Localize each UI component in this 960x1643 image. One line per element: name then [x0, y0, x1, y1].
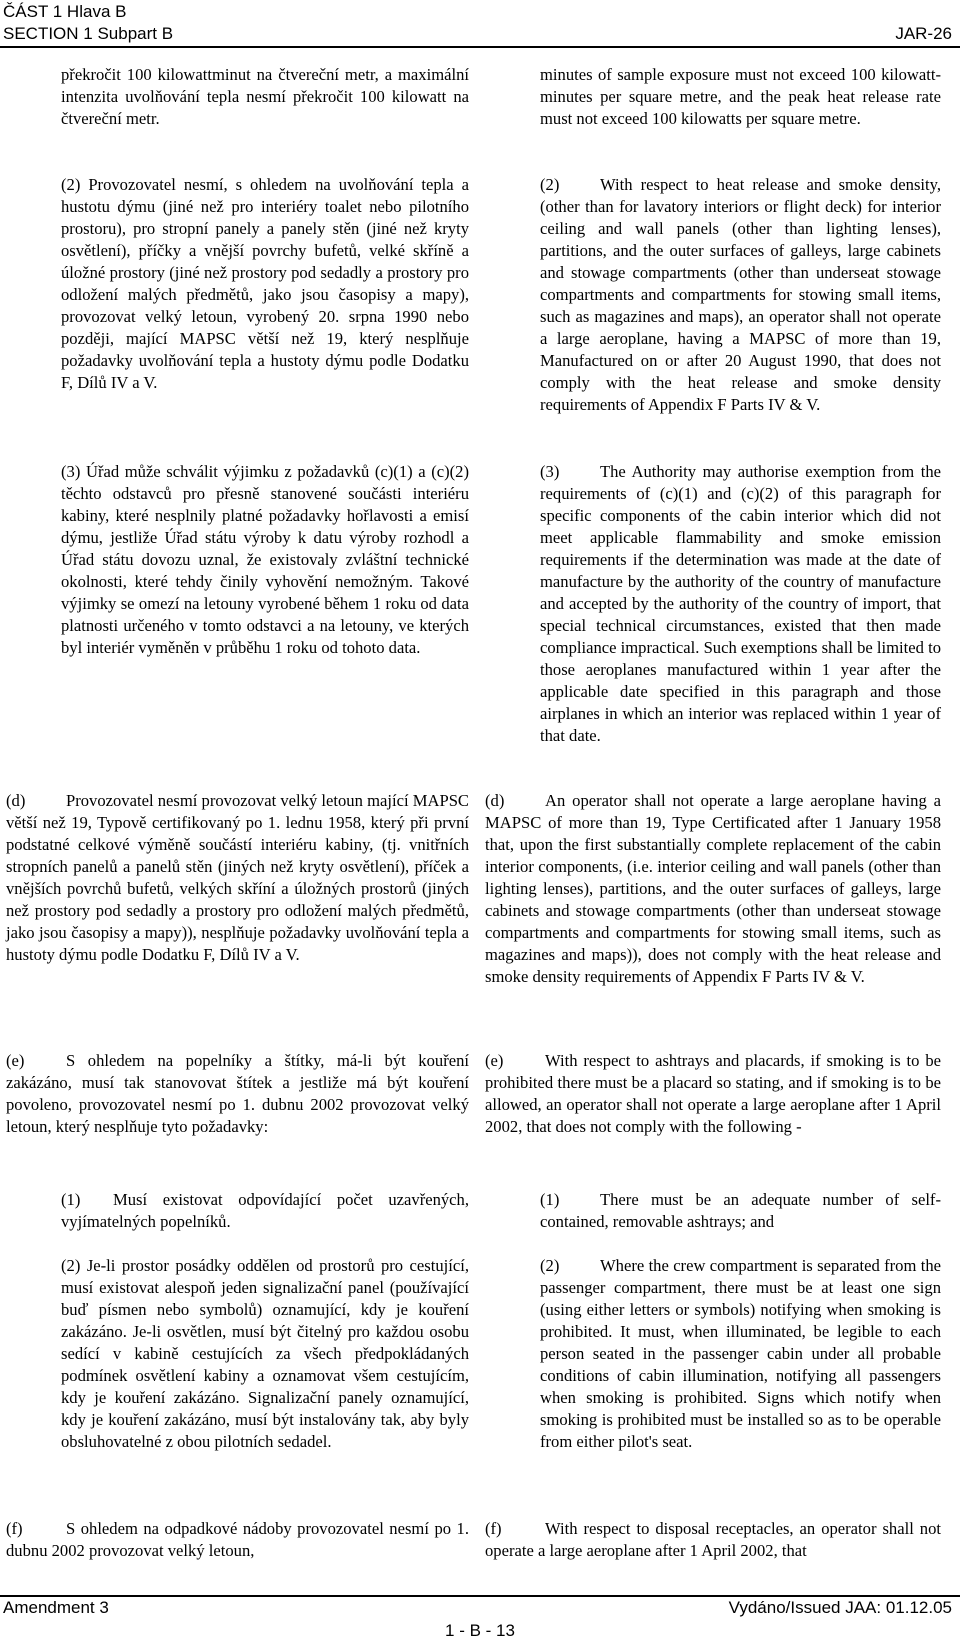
header-document-code: JAR-26 [895, 24, 952, 43]
en-e2-text: Where the crew compartment is separated from the passenger compartment, there must be at least one sign (using either letters or symbols) notifying when smoking is prohibited. It must, when illuminated, be legible to each person seated in the passenger cabin under all probable conditions of cabin illumination, notifying all passengers when smoking is prohibited. Signs which notify when smoking is prohibited must be installed so as to be operable from either pilot's seat. [540, 1256, 941, 1451]
en-f-label: (f) [485, 1519, 502, 1538]
header-section-title: SECTION 1 Subpart B [3, 24, 174, 43]
cz-f-label: (f) [6, 1519, 23, 1538]
en-c1-continued: minutes of sample exposure must not exceed 100 kilowatt-minutes per square metre, and the peak heat release rate must not exceed 100 kilowatts per square metre. [540, 65, 941, 128]
cz-paragraph-d [6, 790, 469, 966]
en-paragraph-d [485, 790, 941, 988]
en-paragraph-f [485, 1518, 941, 1562]
cz-paragraph-f [6, 1518, 469, 1562]
cz-paragraph-c3: (3) Úřad může schválit výjimku z požadavků (c)(1) a (c)(2) těchto odstavců pro přesně stanovené součásti interiéru kabiny, které nesplnily platné požadavky hořlavosti a emisí dýmu, jestliže Úřad státu výroby k datu výroby rozhodl a Úřad státu dovozu uznal, že existovaly zvláštní technické okolnosti, které tehdy činily vyhovění nemožným. Takové výjimky se omezí na letouny vyrobené během 1 roku od data platnosti určeného v tomto odstavci a na letouny, ve kterých byl interiér vyměněn v průběhu 1 roku od tohoto data. [61, 462, 469, 657]
header-rule [0, 46, 960, 48]
footer-rule [0, 1595, 960, 1597]
en-paragraph-e [485, 1050, 941, 1138]
en-paragraph-e1 [540, 1189, 941, 1233]
cz-paragraph-e1 [61, 1189, 469, 1233]
cz-c1-continued: překročit 100 kilowattminut na čtvereční metr, a maximální intenzita uvolňování tepla nesmí překročit 100 kilowatt na čtvereční metr. [61, 65, 469, 128]
en-e-text: With respect to ashtrays and placards, if smoking is to be prohibited there must be a placard so stating, and if smoking is to be allowed, an operator shall not operate a large aeroplane after 1 April 2002, that does not comply with the following - [485, 1051, 941, 1136]
en-paragraph-e2 [540, 1255, 941, 1453]
footer-amendment: Amendment 3 [3, 1598, 109, 1617]
en-e1-label: (1) [540, 1190, 560, 1209]
en-e2-label: (2) [540, 1256, 560, 1275]
en-c3-label: (3) [540, 462, 560, 481]
en-e1-text: There must be an adequate number of self-contained, removable ashtrays; and [540, 1190, 941, 1231]
cz-e1-text: Musí existovat odpovídající počet uzavřených, vyjímatelných popelníků. [61, 1190, 469, 1231]
en-c2-text: With respect to heat release and smoke density, (other than for lavatory interiors or flight deck) for interior ceiling and wall panels (other than lighting lenses), partitions, and the outer surfaces of galleys, large cabinets and stowage compartments (other than underseat stowage compartments and compartments for stowing small items, such as magazines and maps), an operator shall not operate a large aeroplane, having a MAPSC of more than 19, Manufactured on or after 20 August 1990, that does not comply with the heat release and smoke density requirements of Appendix F Parts IV & V. [540, 175, 941, 414]
en-paragraph-c2 [540, 174, 941, 416]
header-part-title: ČÁST 1 Hlava B [3, 2, 127, 21]
cz-paragraph-e2: (2) Je-li prostor posádky oddělen od prostorů pro cestující, musí existovat alespoň jeden signalizační panel (používající buď písmen nebo symbolů) oznamující, kdy je kouření zakázáno. Je-li osvětlen, musí být čitelný pro každou osobu sedící v kabině cestujících za všech předpokládaných podmínek osvětlení kabiny a oznamovat všem cestujícím, kdy je kouření zakázáno. Signalizační panely oznamující, kdy je kouření zakázáno, musí být instalovány tak, aby byly obsluhovatelné z obou pilotních sedadel. [61, 1256, 469, 1451]
en-d-label: (d) [485, 791, 505, 810]
cz-e1-label: (1) [61, 1190, 81, 1209]
cz-d-text: Provozovatel nesmí provozovat velký letoun mající MAPSC větší než 19, Typově certifikovaný po 1. lednu 1958, který při první podstatné celkové výměně součástí interiéru kabiny, (tj. vnitřních stropních panelů a panelů stěn (jiných než kryty osvětlení), příček a vnějších povrchů bufetů, velkých skříní a úložných prostorů (jiných než prostory pod sedadly a prostory pro odložení malých předmětů, jako jsou časopisy a mapy)), nesplňuje požadavky uvolňování tepla a hustoty dýmu podle Dodatku F, Dílů IV a V. [6, 791, 469, 964]
en-d-text: An operator shall not operate a large aeroplane having a MAPSC of more than 19, Type Certificated after 1 January 1958 that, upon the first substantially complete replacement of the cabin interior components, (i.e. interior ceiling and wall panels (other than lighting lenses), partitions, and the outer surfaces of galleys, large cabinets and stowage compartments (other than underseat stowage compartments and compartments for stowing small items, such as magazines and maps)), does not comply with the heat release and smoke density requirements of Appendix F Parts IV & V. [485, 791, 941, 986]
en-paragraph-c3 [540, 461, 941, 747]
cz-e-label: (e) [6, 1051, 25, 1070]
page-number: 1 - B - 13 [445, 1621, 515, 1640]
cz-paragraph-e [6, 1050, 469, 1138]
cz-f-text: S ohledem na odpadkové nádoby provozovatel nesmí po 1. dubnu 2002 provozovat velký letoun, [6, 1519, 469, 1560]
cz-e-text: S ohledem na popelníky a štítky, má-li být kouření zakázáno, musí tak stanovovat štítek a jestliže má být kouření povoleno, provozovatel nesmí po 1. dubnu 2002 provozovat velký letoun, který nesplňuje tyto požadavky: [6, 1051, 469, 1136]
cz-d-label: (d) [6, 791, 26, 810]
en-e-label: (e) [485, 1051, 504, 1070]
page-header [0, 0, 960, 44]
cz-paragraph-c2: (2) Provozovatel nesmí, s ohledem na uvolňování tepla a hustotu dýmu (jiné než pro interiéry toalet nebo pilotního prostoru), pro stropní panely a panely stěn (jiné než kryty osvětlení), příčky a vnější povrchy bufetů, velké skříně a úložné prostory (jiné než prostory pod sedadly a prostory pro odložení malých předmětů, jako jsou časopisy a mapy), provozovat velký letoun, vyrobený 20. srpna 1990 nebo později, mající MAPSC větší než 19, který nesplňuje požadavky uvolňování tepla a hustoty dýmu podle Dodatku F, Dílů IV a V. [61, 175, 469, 392]
en-f-text: With respect to disposal receptacles, an operator shall not operate a large aeroplane after 1 April 2002, that [485, 1519, 941, 1560]
footer-issue-date: Vydáno/Issued JAA: 01.12.05 [728, 1598, 952, 1617]
en-c2-label: (2) [540, 175, 560, 194]
en-c3-text: The Authority may authorise exemption from the requirements of (c)(1) and (c)(2) of this paragraph for specific components of the cabin interior which did not meet applicable flammability and smoke emission requirements if the determination was made at the date of manufacture by the authority of the country of manufacture and accepted by the authority of the country of import, that special technical circumstances, existed that then made compliance impractical. Such exemptions shall be limited to those aeroplanes manufactured within 1 year after the applicable date specified in this paragraph and those airplanes in which an interior was replaced within 1 year of that date. [540, 462, 941, 745]
